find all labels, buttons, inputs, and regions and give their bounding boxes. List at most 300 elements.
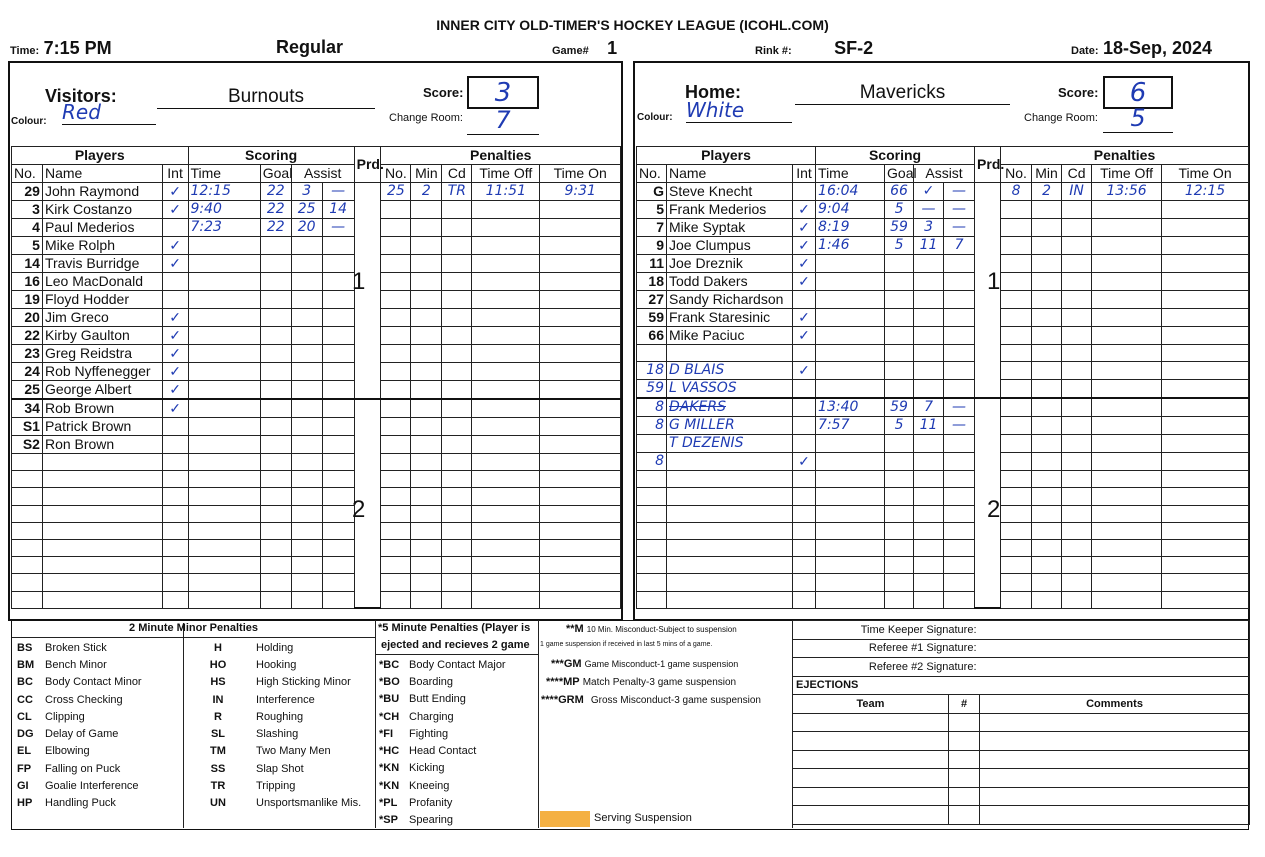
penalty-no[interactable]: 8	[1001, 183, 1032, 201]
player-int-check[interactable]: ✓	[162, 327, 188, 345]
penalty-cd[interactable]	[1062, 539, 1092, 556]
scoring-time[interactable]	[188, 381, 260, 400]
penalty-min[interactable]	[1032, 522, 1062, 539]
scoring-goal[interactable]	[260, 454, 291, 471]
scoring-goal[interactable]: 22	[260, 201, 291, 219]
player-int-check[interactable]	[162, 488, 188, 505]
scoring-a1[interactable]: 7	[914, 398, 944, 417]
scoring-a2[interactable]	[322, 418, 354, 436]
penalty-no[interactable]	[1001, 219, 1032, 237]
scoring-goal[interactable]	[260, 522, 291, 539]
player-int-check[interactable]	[793, 183, 816, 201]
penalty-min[interactable]	[411, 454, 442, 471]
penalty-min[interactable]	[411, 255, 442, 273]
timekeeper-signature-line[interactable]	[980, 621, 1250, 640]
scoring-goal[interactable]	[885, 488, 914, 505]
penalty-no[interactable]	[381, 291, 411, 309]
scoring-a2[interactable]	[322, 488, 354, 505]
player-int-check[interactable]	[162, 505, 188, 522]
penalty-on[interactable]	[540, 436, 621, 454]
scoring-time[interactable]	[188, 327, 260, 345]
player-int-check[interactable]: ✓	[162, 237, 188, 255]
penalty-no[interactable]	[381, 219, 411, 237]
penalty-min[interactable]: 2	[411, 183, 442, 201]
scoring-goal[interactable]: 5	[885, 201, 914, 219]
penalty-cd[interactable]	[1062, 273, 1092, 291]
ejection-cell[interactable]	[980, 713, 1250, 732]
scoring-time[interactable]	[188, 309, 260, 327]
penalty-on[interactable]	[540, 471, 621, 488]
penalty-min[interactable]	[1032, 291, 1062, 309]
penalty-off[interactable]	[1092, 309, 1162, 327]
penalty-off[interactable]	[1092, 398, 1162, 417]
scoring-a2[interactable]	[944, 453, 975, 471]
penalty-min[interactable]	[1032, 345, 1062, 362]
ejection-cell[interactable]	[793, 732, 949, 751]
penalty-min[interactable]	[411, 436, 442, 454]
penalty-no[interactable]	[1001, 255, 1032, 273]
penalty-cd[interactable]	[442, 418, 472, 436]
penalty-on[interactable]	[540, 488, 621, 505]
scoring-goal[interactable]	[885, 380, 914, 399]
ejection-cell[interactable]	[793, 713, 949, 732]
scoring-time[interactable]	[816, 453, 885, 471]
penalty-cd[interactable]	[442, 557, 472, 574]
scoring-a1[interactable]	[914, 345, 944, 362]
penalty-on[interactable]	[1162, 591, 1249, 608]
scoring-a1[interactable]	[291, 505, 322, 522]
scoring-time[interactable]	[188, 488, 260, 505]
scoring-goal[interactable]	[260, 471, 291, 488]
penalty-on[interactable]	[540, 454, 621, 471]
penalty-cd[interactable]	[442, 201, 472, 219]
penalty-min[interactable]	[1032, 219, 1062, 237]
penalty-off[interactable]	[472, 363, 540, 381]
penalty-cd[interactable]	[1062, 398, 1092, 417]
scoring-a2[interactable]	[322, 471, 354, 488]
scoring-goal[interactable]: 59	[885, 398, 914, 417]
penalty-off[interactable]	[472, 418, 540, 436]
player-int-check[interactable]	[793, 291, 816, 309]
penalty-min[interactable]	[1032, 380, 1062, 399]
scoring-goal[interactable]	[260, 557, 291, 574]
scoring-goal[interactable]	[885, 539, 914, 556]
penalty-off[interactable]	[472, 255, 540, 273]
penalty-min[interactable]	[411, 201, 442, 219]
penalty-cd[interactable]	[442, 255, 472, 273]
scoring-goal[interactable]	[260, 291, 291, 309]
scoring-goal[interactable]: 5	[885, 417, 914, 435]
penalty-no[interactable]	[381, 539, 411, 556]
penalty-on[interactable]	[1162, 557, 1249, 574]
scoring-goal[interactable]	[260, 574, 291, 591]
player-int-check[interactable]	[162, 418, 188, 436]
penalty-no[interactable]	[381, 488, 411, 505]
scoring-goal[interactable]	[260, 591, 291, 608]
scoring-goal[interactable]	[260, 539, 291, 556]
scoring-goal[interactable]	[885, 505, 914, 522]
scoring-a1[interactable]: —	[914, 201, 944, 219]
penalty-cd[interactable]	[442, 381, 472, 400]
scoring-time[interactable]	[188, 574, 260, 591]
penalty-no[interactable]	[1001, 327, 1032, 345]
ejection-cell[interactable]	[980, 732, 1250, 751]
scoring-goal[interactable]	[260, 418, 291, 436]
penalty-no[interactable]	[381, 237, 411, 255]
penalty-min[interactable]	[411, 418, 442, 436]
scoring-time[interactable]	[816, 488, 885, 505]
player-int-check[interactable]	[162, 471, 188, 488]
scoring-a2[interactable]	[944, 435, 975, 453]
scoring-time[interactable]	[188, 436, 260, 454]
penalty-no[interactable]	[381, 436, 411, 454]
penalty-off[interactable]	[1092, 435, 1162, 453]
scoring-goal[interactable]	[260, 363, 291, 381]
scoring-a2[interactable]: —	[944, 219, 975, 237]
penalty-off[interactable]	[1092, 471, 1162, 488]
penalty-no[interactable]	[1001, 591, 1032, 608]
scoring-time[interactable]: 12:15	[188, 183, 260, 201]
scoring-goal[interactable]	[885, 362, 914, 380]
penalty-cd[interactable]	[1062, 309, 1092, 327]
player-int-check[interactable]: ✓	[793, 327, 816, 345]
penalty-min[interactable]	[1032, 539, 1062, 556]
ejection-cell[interactable]	[949, 769, 980, 788]
penalty-no[interactable]	[381, 418, 411, 436]
player-int-check[interactable]	[162, 522, 188, 539]
scoring-a2[interactable]	[322, 273, 354, 291]
scoring-a1[interactable]	[291, 574, 322, 591]
penalty-cd[interactable]	[442, 539, 472, 556]
penalty-off[interactable]	[472, 591, 540, 608]
scoring-goal[interactable]	[885, 435, 914, 453]
player-int-check[interactable]	[793, 417, 816, 435]
penalty-min[interactable]	[1032, 255, 1062, 273]
penalty-cd[interactable]	[1062, 574, 1092, 591]
scoring-goal[interactable]	[260, 345, 291, 363]
penalty-no[interactable]	[381, 522, 411, 539]
scoring-a1[interactable]	[291, 381, 322, 400]
penalty-min[interactable]	[411, 237, 442, 255]
penalty-no[interactable]	[1001, 291, 1032, 309]
player-int-check[interactable]: ✓	[793, 255, 816, 273]
penalty-on[interactable]	[540, 201, 621, 219]
penalty-on[interactable]	[1162, 345, 1249, 362]
penalty-cd[interactable]	[442, 273, 472, 291]
penalty-on[interactable]	[540, 345, 621, 363]
penalty-no[interactable]	[1001, 574, 1032, 591]
penalty-off[interactable]	[472, 574, 540, 591]
penalty-min[interactable]	[1032, 398, 1062, 417]
penalty-cd[interactable]	[1062, 557, 1092, 574]
penalty-on[interactable]	[540, 522, 621, 539]
penalty-cd[interactable]	[442, 471, 472, 488]
penalty-on[interactable]	[1162, 453, 1249, 471]
penalty-no[interactable]	[381, 557, 411, 574]
penalty-on[interactable]	[540, 591, 621, 608]
ejection-cell[interactable]	[949, 787, 980, 806]
penalty-off[interactable]: 13:56	[1092, 183, 1162, 201]
scoring-time[interactable]	[816, 362, 885, 380]
penalty-min[interactable]	[1032, 471, 1062, 488]
scoring-time[interactable]	[188, 471, 260, 488]
penalty-cd[interactable]	[442, 399, 472, 418]
penalty-on[interactable]	[1162, 522, 1249, 539]
penalty-cd[interactable]	[442, 522, 472, 539]
penalty-cd[interactable]	[1062, 291, 1092, 309]
scoring-a1[interactable]	[914, 505, 944, 522]
penalty-off[interactable]	[1092, 273, 1162, 291]
penalty-min[interactable]	[411, 522, 442, 539]
penalty-on[interactable]	[1162, 237, 1249, 255]
penalty-on[interactable]	[1162, 417, 1249, 435]
penalty-off[interactable]	[1092, 539, 1162, 556]
scoring-a1[interactable]	[914, 522, 944, 539]
scoring-goal[interactable]	[260, 381, 291, 400]
scoring-time[interactable]	[816, 557, 885, 574]
scoring-a1[interactable]	[914, 327, 944, 345]
penalty-off[interactable]	[1092, 417, 1162, 435]
player-int-check[interactable]	[162, 557, 188, 574]
penalty-no[interactable]	[1001, 505, 1032, 522]
penalty-on[interactable]	[540, 327, 621, 345]
player-int-check[interactable]	[162, 591, 188, 608]
scoring-goal[interactable]: 66	[885, 183, 914, 201]
scoring-a2[interactable]	[322, 237, 354, 255]
penalty-no[interactable]	[381, 471, 411, 488]
scoring-time[interactable]: 9:04	[816, 201, 885, 219]
penalty-on[interactable]	[540, 381, 621, 400]
scoring-a2[interactable]: —	[944, 183, 975, 201]
player-int-check[interactable]: ✓	[162, 201, 188, 219]
scoring-time[interactable]	[816, 309, 885, 327]
scoring-a1[interactable]	[291, 327, 322, 345]
penalty-on[interactable]	[540, 574, 621, 591]
scoring-goal[interactable]	[885, 574, 914, 591]
scoring-a1[interactable]	[914, 539, 944, 556]
scoring-goal[interactable]	[885, 327, 914, 345]
scoring-time[interactable]: 9:40	[188, 201, 260, 219]
penalty-cd[interactable]	[1062, 417, 1092, 435]
player-int-check[interactable]: ✓	[793, 453, 816, 471]
scoring-goal[interactable]	[885, 255, 914, 273]
scoring-a2[interactable]: 7	[944, 237, 975, 255]
penalty-off[interactable]	[1092, 453, 1162, 471]
penalty-min[interactable]	[411, 363, 442, 381]
scoring-a2[interactable]: —	[322, 219, 354, 237]
penalty-no[interactable]	[381, 363, 411, 381]
player-int-check[interactable]	[793, 539, 816, 556]
penalty-on[interactable]	[540, 399, 621, 418]
scoring-a1[interactable]: 11	[914, 237, 944, 255]
penalty-cd[interactable]	[442, 436, 472, 454]
penalty-on[interactable]	[1162, 488, 1249, 505]
penalty-min[interactable]	[1032, 201, 1062, 219]
scoring-a1[interactable]	[914, 453, 944, 471]
scoring-a1[interactable]	[914, 557, 944, 574]
penalty-min[interactable]	[411, 488, 442, 505]
scoring-a1[interactable]	[914, 273, 944, 291]
penalty-cd[interactable]	[1062, 591, 1092, 608]
scoring-a2[interactable]	[322, 591, 354, 608]
penalty-off[interactable]	[1092, 291, 1162, 309]
scoring-a1[interactable]	[291, 291, 322, 309]
player-int-check[interactable]	[793, 591, 816, 608]
scoring-a2[interactable]: —	[944, 398, 975, 417]
scoring-a2[interactable]	[944, 522, 975, 539]
penalty-off[interactable]	[1092, 362, 1162, 380]
scoring-a2[interactable]	[322, 255, 354, 273]
scoring-a1[interactable]	[914, 380, 944, 399]
penalty-off[interactable]	[1092, 345, 1162, 362]
scoring-a2[interactable]	[322, 539, 354, 556]
penalty-min[interactable]	[1032, 505, 1062, 522]
ejection-cell[interactable]	[949, 732, 980, 751]
penalty-on[interactable]	[540, 291, 621, 309]
scoring-a1[interactable]	[914, 255, 944, 273]
player-int-check[interactable]	[793, 435, 816, 453]
scoring-goal[interactable]: 22	[260, 219, 291, 237]
penalty-on[interactable]	[1162, 539, 1249, 556]
penalty-on[interactable]	[1162, 201, 1249, 219]
scoring-a2[interactable]	[322, 327, 354, 345]
penalty-min[interactable]	[411, 505, 442, 522]
scoring-time[interactable]	[188, 418, 260, 436]
penalty-off[interactable]	[472, 522, 540, 539]
penalty-no[interactable]	[1001, 539, 1032, 556]
scoring-a1[interactable]: 25	[291, 201, 322, 219]
penalty-cd[interactable]	[442, 363, 472, 381]
scoring-time[interactable]: 8:19	[816, 219, 885, 237]
scoring-goal[interactable]	[885, 345, 914, 362]
penalty-off[interactable]	[1092, 505, 1162, 522]
scoring-time[interactable]: 1:46	[816, 237, 885, 255]
player-int-check[interactable]	[162, 574, 188, 591]
penalty-off[interactable]	[472, 505, 540, 522]
penalty-on[interactable]	[540, 363, 621, 381]
penalty-on[interactable]: 9:31	[540, 183, 621, 201]
penalty-on[interactable]	[1162, 398, 1249, 417]
penalty-on[interactable]	[1162, 505, 1249, 522]
scoring-a2[interactable]: —	[322, 183, 354, 201]
scoring-time[interactable]	[816, 435, 885, 453]
player-int-check[interactable]	[162, 454, 188, 471]
penalty-no[interactable]	[1001, 488, 1032, 505]
penalty-min[interactable]	[411, 219, 442, 237]
penalty-off[interactable]	[1092, 557, 1162, 574]
player-int-check[interactable]	[793, 380, 816, 399]
penalty-off[interactable]	[472, 201, 540, 219]
penalty-no[interactable]	[381, 201, 411, 219]
penalty-min[interactable]	[1032, 309, 1062, 327]
penalty-min[interactable]	[411, 309, 442, 327]
penalty-off[interactable]	[472, 237, 540, 255]
player-int-check[interactable]	[793, 557, 816, 574]
player-int-check[interactable]	[793, 398, 816, 417]
scoring-time[interactable]: 16:04	[816, 183, 885, 201]
penalty-no[interactable]	[1001, 435, 1032, 453]
penalty-on[interactable]	[1162, 309, 1249, 327]
penalty-cd[interactable]: TR	[442, 183, 472, 201]
scoring-a2[interactable]	[944, 380, 975, 399]
scoring-time[interactable]	[188, 291, 260, 309]
penalty-cd[interactable]	[1062, 201, 1092, 219]
player-int-check[interactable]: ✓	[162, 345, 188, 363]
scoring-goal[interactable]	[260, 273, 291, 291]
player-int-check[interactable]: ✓	[793, 201, 816, 219]
penalty-no[interactable]	[381, 574, 411, 591]
penalty-no[interactable]	[1001, 345, 1032, 362]
scoring-time[interactable]	[816, 539, 885, 556]
penalty-cd[interactable]	[442, 488, 472, 505]
penalty-cd[interactable]	[1062, 505, 1092, 522]
scoring-time[interactable]	[188, 539, 260, 556]
penalty-off[interactable]	[472, 273, 540, 291]
ejection-cell[interactable]	[980, 750, 1250, 769]
scoring-a1[interactable]	[291, 399, 322, 418]
penalty-cd[interactable]	[1062, 488, 1092, 505]
scoring-a2[interactable]	[322, 522, 354, 539]
scoring-goal[interactable]	[260, 505, 291, 522]
scoring-goal[interactable]	[885, 557, 914, 574]
penalty-cd[interactable]	[1062, 453, 1092, 471]
scoring-goal[interactable]	[260, 327, 291, 345]
scoring-goal[interactable]	[260, 255, 291, 273]
penalty-cd[interactable]	[442, 345, 472, 363]
penalty-cd[interactable]	[442, 591, 472, 608]
scoring-goal[interactable]	[260, 399, 291, 418]
penalty-no[interactable]	[381, 255, 411, 273]
scoring-time[interactable]	[188, 363, 260, 381]
player-int-check[interactable]	[793, 488, 816, 505]
scoring-a2[interactable]	[322, 454, 354, 471]
penalty-min[interactable]	[411, 539, 442, 556]
penalty-no[interactable]	[1001, 453, 1032, 471]
penalty-on[interactable]	[540, 505, 621, 522]
scoring-time[interactable]: 7:57	[816, 417, 885, 435]
scoring-a1[interactable]	[914, 435, 944, 453]
ejection-cell[interactable]	[793, 750, 949, 769]
scoring-time[interactable]: 13:40	[816, 398, 885, 417]
penalty-off[interactable]	[1092, 255, 1162, 273]
penalty-min[interactable]	[411, 273, 442, 291]
penalty-no[interactable]: 25	[381, 183, 411, 201]
penalty-min[interactable]	[411, 345, 442, 363]
scoring-goal[interactable]	[260, 237, 291, 255]
penalty-off[interactable]	[1092, 327, 1162, 345]
ejection-cell[interactable]	[949, 713, 980, 732]
penalty-min[interactable]	[411, 557, 442, 574]
penalty-off[interactable]	[472, 471, 540, 488]
scoring-goal[interactable]: 22	[260, 183, 291, 201]
scoring-a1[interactable]: 11	[914, 417, 944, 435]
penalty-on[interactable]	[1162, 219, 1249, 237]
scoring-a1[interactable]: 20	[291, 219, 322, 237]
penalty-on[interactable]	[1162, 362, 1249, 380]
player-int-check[interactable]	[793, 505, 816, 522]
penalty-off[interactable]	[472, 539, 540, 556]
penalty-cd[interactable]	[1062, 345, 1092, 362]
ejection-cell[interactable]	[793, 806, 949, 825]
scoring-a1[interactable]	[914, 591, 944, 608]
scoring-time[interactable]	[816, 255, 885, 273]
penalty-off[interactable]: 11:51	[472, 183, 540, 201]
player-int-check[interactable]: ✓	[162, 363, 188, 381]
penalty-min[interactable]	[411, 591, 442, 608]
penalty-no[interactable]	[381, 309, 411, 327]
penalty-no[interactable]	[1001, 309, 1032, 327]
ejection-cell[interactable]	[793, 769, 949, 788]
